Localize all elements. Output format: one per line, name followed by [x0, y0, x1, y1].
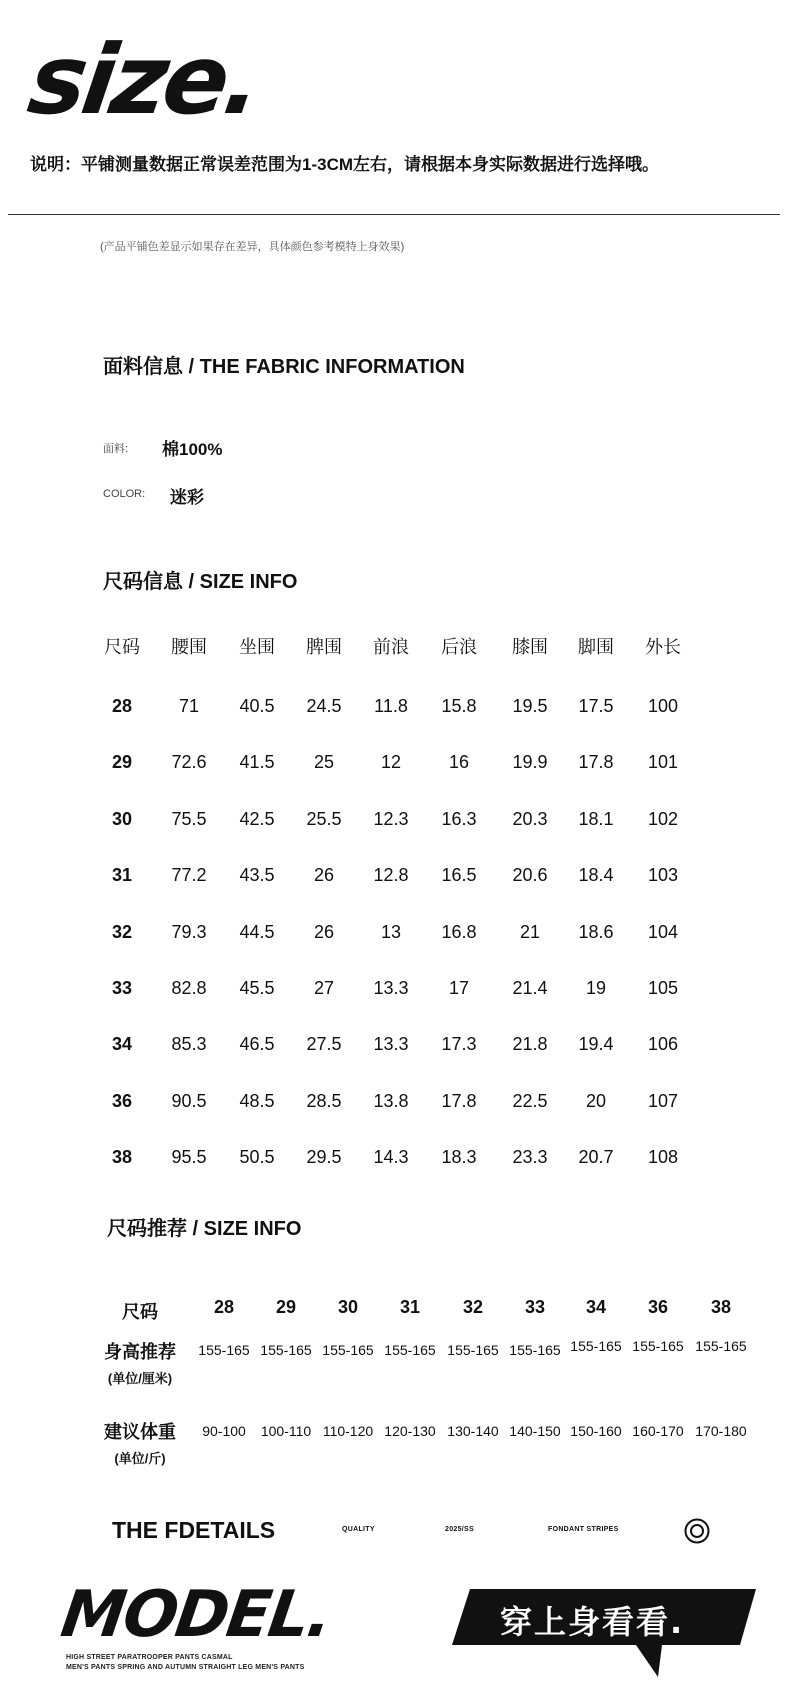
size-table-cell: 26: [313, 865, 335, 885]
model-logo: MODEL.: [56, 1578, 336, 1652]
recommend-height: 155-165: [384, 1342, 436, 1358]
size-table-cell: 29.5: [306, 1147, 342, 1167]
size-table-size-cell: 32: [111, 922, 133, 942]
color-label: COLOR:: [103, 488, 146, 500]
size-table-cell: 101: [647, 752, 679, 772]
size-table-cell: 104: [647, 922, 679, 942]
recommend-weight: 120-130: [384, 1423, 436, 1439]
weight-label-block: [100, 1418, 180, 1467]
model-subtitle-2: MEN'S PANTS SPRING AND AUTUMN STRAIGHT LEG MEN'S PANTS: [66, 1664, 305, 1671]
size-table-cell: 50.5: [239, 1147, 275, 1167]
recommend-size: 36: [647, 1297, 669, 1317]
size-table-cell: 105: [647, 978, 679, 998]
size-table-cell: 13.3: [373, 978, 409, 998]
size-table-cell: 21.4: [512, 978, 548, 998]
material-value: 棉100%: [162, 440, 223, 459]
size-table-cell: 103: [647, 865, 679, 885]
recommend-height: 155-165: [447, 1342, 499, 1358]
color-disclaimer: (产品平铺色差显示如果存在差异，具体颜色参考模特上身效果): [100, 241, 405, 253]
recommend-height: 155-165: [260, 1342, 312, 1358]
banner-text: 穿上身看看.: [500, 1603, 685, 1641]
size-table-cell: 75.5: [171, 809, 207, 829]
size-logo: size.: [22, 24, 266, 136]
size-table-cell: 17.3: [441, 1034, 477, 1054]
details-title: THE FDETAILS: [112, 1517, 276, 1543]
size-table-cell: 27.5: [306, 1034, 342, 1054]
size-table-size-cell: 34: [111, 1034, 133, 1054]
size-table-cell: 18.6: [578, 922, 614, 942]
size-table-cell: 17: [448, 978, 470, 998]
size-table-cell: 12.8: [373, 865, 409, 885]
size-info-title: 尺码信息 / SIZE INFO: [103, 571, 298, 593]
size-table-cell: 17.5: [578, 696, 614, 716]
recommend-size: 30: [337, 1297, 359, 1317]
size-table-header: 后浪: [441, 637, 477, 657]
material-label: 面料:: [103, 443, 129, 455]
size-table-cell: 24.5: [306, 696, 342, 716]
size-table-cell: 13.3: [373, 1034, 409, 1054]
size-table-cell: 15.8: [441, 696, 477, 716]
size-table-cell: 77.2: [171, 865, 207, 885]
size-table-cell: 11.8: [374, 696, 408, 716]
size-table-cell: 46.5: [239, 1034, 275, 1054]
size-table-header: 脚围: [578, 637, 614, 657]
size-table-cell: 20.6: [512, 865, 548, 885]
recommend-weight: 160-170: [632, 1423, 684, 1439]
recommend-height: 155-165: [322, 1342, 374, 1358]
size-table-cell: 16.5: [441, 865, 477, 885]
weight-label: 建议体重: [104, 1422, 176, 1442]
fabric-section-title: 面料信息 / THE FABRIC INFORMATION: [103, 356, 465, 378]
size-table-cell: 16.8: [441, 922, 477, 942]
divider: [8, 214, 780, 215]
recommend-size: 28: [213, 1297, 235, 1317]
size-table-cell: 27: [313, 978, 335, 998]
size-table-cell: 18.1: [578, 809, 614, 829]
recommend-height: 155-165: [570, 1338, 622, 1354]
color-value: 迷彩: [170, 488, 204, 507]
size-table-size-cell: 33: [111, 978, 133, 998]
recommend-size: 33: [524, 1297, 546, 1317]
size-table-cell: 20.7: [578, 1147, 614, 1167]
size-table-cell: 48.5: [239, 1091, 275, 1111]
size-recommend-title: 尺码推荐 / SIZE INFO: [107, 1218, 302, 1240]
size-table-cell: 19.5: [512, 696, 548, 716]
quality-tag: QUALITY: [342, 1526, 375, 1533]
recommend-size: 32: [462, 1297, 484, 1317]
size-table-size-cell: 38: [111, 1147, 133, 1167]
size-table-cell: 23.3: [512, 1147, 548, 1167]
size-table-cell: 26: [313, 922, 335, 942]
size-table-size-cell: 30: [111, 809, 133, 829]
size-table-cell: 13.8: [373, 1091, 409, 1111]
model-subtitle-1: HIGH STREET PARATROOPER PANTS CASMAL: [66, 1654, 233, 1661]
recommend-size: 38: [710, 1297, 732, 1317]
size-table-header: 腰围: [171, 637, 207, 657]
size-table-header: 坐围: [239, 637, 275, 657]
size-table-cell: 21.8: [512, 1034, 548, 1054]
size-table-size-cell: 31: [111, 865, 133, 885]
size-table-cell: 102: [647, 809, 679, 829]
stripes-tag: FONDANT STRIPES: [548, 1526, 619, 1533]
height-unit: (单位/厘米): [107, 1371, 173, 1386]
size-table-cell: 20: [585, 1091, 607, 1111]
size-table-header: 脾围: [306, 637, 342, 657]
size-table-cell: 45.5: [239, 978, 275, 998]
recommend-weight: 90-100: [202, 1423, 246, 1439]
size-table-cell: 107: [647, 1091, 679, 1111]
size-table-size-cell: 29: [111, 752, 133, 772]
size-table-cell: 79.3: [171, 922, 207, 942]
size-table-cell: 85.3: [171, 1034, 207, 1054]
recommend-weight: 170-180: [695, 1423, 747, 1439]
size-table-cell: 22.5: [512, 1091, 548, 1111]
size-table-cell: 71: [178, 696, 200, 716]
recommend-size: 29: [275, 1297, 297, 1317]
size-table-cell: 82.8: [171, 978, 207, 998]
size-table-header: 膝围: [512, 637, 548, 657]
size-table-cell: 20.3: [512, 809, 548, 829]
size-table-cell: 44.5: [239, 922, 275, 942]
size-table-cell: 19.4: [578, 1034, 614, 1054]
height-label: 身高推荐: [104, 1342, 176, 1362]
recommend-height: 155-165: [509, 1342, 561, 1358]
size-table-cell: 106: [647, 1034, 679, 1054]
size-table-cell: 17.8: [578, 752, 614, 772]
size-table-cell: 40.5: [239, 696, 275, 716]
recommend-weight: 110-120: [322, 1423, 374, 1439]
size-table-cell: 43.5: [239, 865, 275, 885]
size-table-cell: 28.5: [306, 1091, 342, 1111]
target-circle-icon: [684, 1518, 710, 1544]
size-table-cell: 108: [647, 1147, 679, 1167]
size-table-cell: 14.3: [373, 1147, 409, 1167]
size-table-cell: 95.5: [171, 1147, 207, 1167]
size-table-cell: 72.6: [171, 752, 207, 772]
size-table-cell: 42.5: [239, 809, 275, 829]
size-table-size-cell: 28: [111, 696, 133, 716]
size-table-cell: 90.5: [171, 1091, 207, 1111]
size-table-cell: 100: [647, 696, 679, 716]
recommend-weight: 150-160: [570, 1423, 622, 1439]
size-table-cell: 25: [313, 752, 335, 772]
size-table-cell: 19: [585, 978, 607, 998]
recommend-weight: 130-140: [447, 1423, 499, 1439]
season-tag: 2025/SS: [445, 1526, 474, 1533]
size-table-cell: 19.9: [512, 752, 548, 772]
size-table-header: 外长: [645, 637, 681, 657]
measurement-note: 说明：平铺测量数据正常误差范围为1-3CM左右，请根据本身实际数据进行选择哦。: [30, 155, 660, 174]
recommend-size: 34: [585, 1297, 607, 1317]
recommend-weight: 140-150: [509, 1423, 561, 1439]
size-table-cell: 17.8: [441, 1091, 477, 1111]
height-label-block: [100, 1338, 180, 1387]
size-table-size-cell: 36: [111, 1091, 133, 1111]
weight-unit: (单位/斤): [114, 1451, 166, 1466]
size-table-cell: 12.3: [373, 809, 409, 829]
recommend-height: 155-165: [632, 1338, 684, 1354]
size-table-cell: 12: [380, 752, 402, 772]
size-table-cell: 41.5: [239, 752, 275, 772]
size-table-cell: 16: [448, 752, 470, 772]
recommend-size: 31: [399, 1297, 421, 1317]
recommend-height: 155-165: [695, 1338, 747, 1354]
recommend-size-label: 尺码: [122, 1302, 158, 1322]
recommend-weight: 100-110: [260, 1423, 312, 1439]
size-table-cell: 16.3: [441, 809, 477, 829]
size-table-cell: 18.4: [578, 865, 614, 885]
recommend-height: 155-165: [198, 1342, 250, 1358]
size-table-cell: 25.5: [306, 809, 342, 829]
size-table-header: 尺码: [104, 637, 140, 657]
size-table-cell: 18.3: [441, 1147, 477, 1167]
size-table-header: 前浪: [373, 637, 409, 657]
size-table-cell: 21: [519, 922, 541, 942]
size-table-cell: 13: [380, 922, 402, 942]
